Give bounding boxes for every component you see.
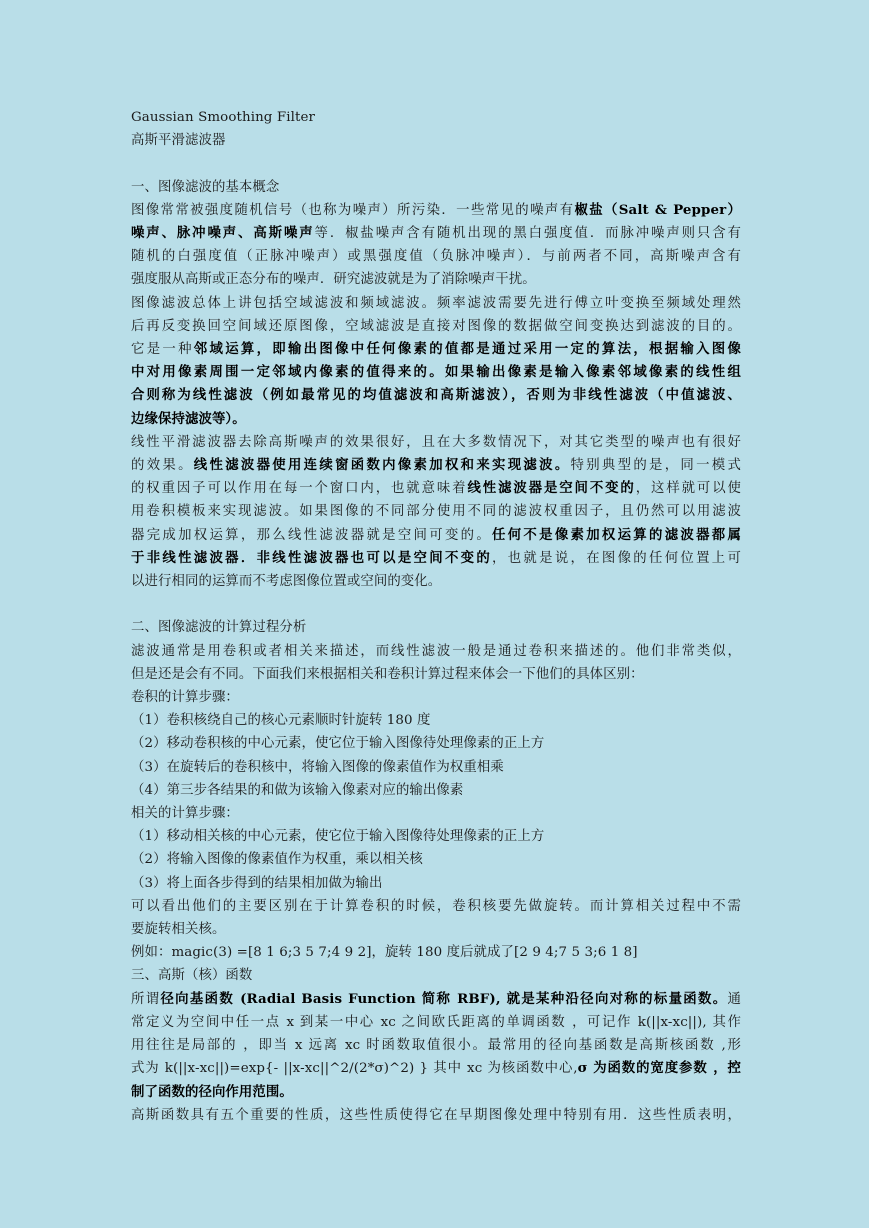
text-line: 要旋转相关核。: [131, 922, 226, 938]
text-line: 后再反变换回空间域还原图像，空域滤波是直接对图像的数据做空间变换达到滤波的目的。: [131, 318, 741, 334]
text-line: 合则称为线性滤波（例如最常见的均值滤波和高斯滤波），否则为非线性滤波（中值滤波、: [131, 387, 741, 404]
text-line: 边缘保持滤波等）。: [131, 410, 246, 427]
text-line: 可以看出他们的主要区别在于计算卷积的时候，卷积核要先做旋转。而计算相关过程中不需: [131, 898, 741, 914]
convolution-steps-title: 卷积的计算步骤：: [131, 690, 239, 706]
text-line: 随机的白强度值（正脉冲噪声）或黑强度值（负脉冲噪声）．与前两者不同，高斯噪声含有: [131, 249, 741, 265]
text-line: 常定义为空间中任一点 x 到某一中心 xc 之间欧氏距离的单调函数 ，可记作 k(||x-xc||), 其作: [131, 1014, 741, 1030]
text-line: 的权重因子可以作用在每一个窗口内，也就意味着线性滤波器是空间不变的，这样就可以使: [131, 480, 741, 497]
section-2-intro: [131, 640, 741, 686]
text-line: 强度服从高斯或正态分布的噪声．研究滤波就是为了消除噪声干扰。: [131, 272, 536, 288]
spacer: [131, 593, 741, 616]
section-1-paragraph-3: [131, 431, 741, 593]
text-line: 图像常常被强度随机信号（也称为噪声）所污染．一些常见的噪声有椒盐（Salt & Pepper）: [131, 201, 741, 218]
spacer: [131, 152, 741, 175]
section-3-paragraph-1: [131, 988, 741, 1104]
section-1-paragraph-1: [131, 199, 741, 292]
text-line: 所谓径向基函数 (Radial Basis Function 简称 RBF), 就是某种沿径向对称的标量函数。通: [131, 990, 741, 1007]
convolution-step: （3）在旋转后的卷积核中，将输入图像的像素值作为权重相乘: [131, 759, 504, 775]
text-line: 噪声、脉冲噪声、高斯噪声等．椒盐噪声含有随机出现的黑白强度值．而脉冲噪声则只含有: [131, 225, 741, 241]
text-line: 线性平滑滤波器去除高斯噪声的效果很好，且在大多数情况下，对其它类型的噪声也有很好: [131, 434, 741, 450]
section-2-summary: [131, 895, 741, 941]
title-english: Gaussian Smoothing Filter: [131, 110, 315, 125]
text-line: 中对用像素周围一定邻域内像素的值得来的。如果输出像素是输入像素邻域像素的线性组: [131, 364, 741, 381]
text-line: 它是一种邻域运算，即输出图像中任何像素的值都是通过采用一定的算法，根据输入图像: [131, 341, 741, 358]
section-1-heading: 一、图像滤波的基本概念: [131, 179, 280, 195]
section-3-heading: 三、高斯（核）函数: [131, 968, 253, 984]
title-chinese: 高斯平滑滤波器: [131, 133, 226, 149]
section-1-paragraph-2: [131, 292, 741, 431]
correlation-steps-title: 相关的计算步骤：: [131, 806, 239, 822]
convolution-step: （1）卷积核绕自己的核心元素顺时针旋转 180 度: [131, 713, 431, 729]
text-line: 用卷积模板来实现滤波。如果图像的不同部分使用不同的滤波权重因子，且仍然可以用滤波: [131, 504, 741, 520]
convolution-step: （4）第三步各结果的和做为该输入像素对应的输出像素: [131, 782, 464, 798]
text-line: 制了函数的径向作用范围。: [131, 1083, 293, 1100]
text-line: 图像滤波总体上讲包括空域滤波和频域滤波。频率滤波需要先进行傅立叶变换至频域处理然: [131, 295, 741, 311]
text-line: 用往往是局部的 ，即当 x 远离 xc 时函数取值很小。最常用的径向基函数是高斯核函数 ,形: [131, 1038, 741, 1054]
section-2-heading: 二、图像滤波的计算过程分析: [131, 620, 307, 636]
magic-example: 例如：magic(3) =[8 1 6;3 5 7;4 9 2]，旋转 180 度后就成了[2 9 4;7 5 3;6 1 8]: [131, 945, 638, 961]
text-line: 以进行相同的运算而不考虑图像位置或空间的变化。: [131, 574, 442, 590]
convolution-step: （2）移动卷积核的中心元素，使它位于输入图像待处理像素的正上方: [131, 736, 545, 752]
text-line: 式为 k(||x-xc||)=exp{- ||x-xc||^2/(2*σ)^2) } 其中 xc 为核函数中心,σ 为函数的宽度参数 ，控: [131, 1060, 741, 1077]
text-line: 器完成加权运算，那么线性滤波器就是空间可变的。任何不是像素加权运算的滤波器都属: [131, 526, 741, 543]
text-line: 的效果。线性滤波器使用连续窗函数内像素加权和来实现滤波。特别典型的是，同一模式: [131, 457, 741, 474]
correlation-step: （1）移动相关核的中心元素，使它位于输入图像待处理像素的正上方: [131, 829, 545, 845]
section-3-paragraph-2: 高斯函数具有五个重要的性质，这些性质使得它在早期图像处理中特别有用．这些性质表明，: [131, 1107, 741, 1123]
text-line: 于非线性滤波器．非线性滤波器也可以是空间不变的，也就是说，在图像的任何位置上可: [131, 549, 741, 566]
text-line: 滤波通常是用卷积或者相关来描述，而线性滤波一般是通过卷积来描述的。他们非常类似，: [131, 643, 741, 659]
text-line: 但是还是会有不同。下面我们来根据相关和卷积计算过程来体会一下他们的具体区别：: [131, 666, 644, 682]
correlation-step: （3）将上面各步得到的结果相加做为输出: [131, 875, 383, 891]
correlation-step: （2）将输入图像的像素值作为权重，乘以相关核: [131, 852, 423, 868]
